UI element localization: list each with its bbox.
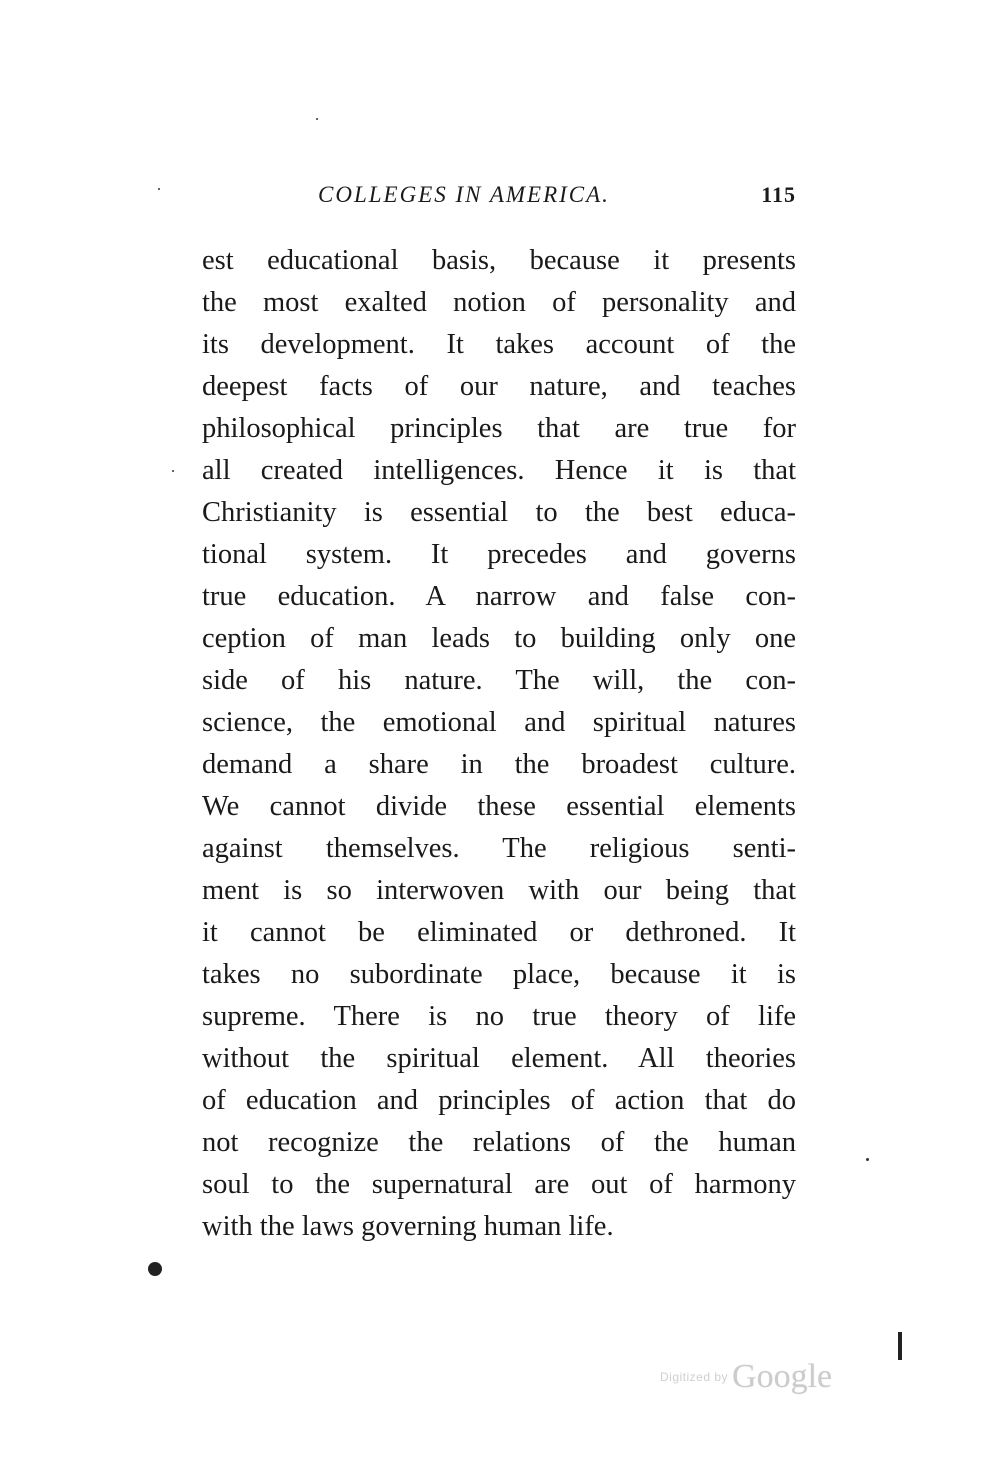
text-line: soul to the supernatural are out of harmony [202,1169,796,1200]
text-line: not recognize the relations of the human [202,1127,796,1158]
scan-speck [866,1158,869,1161]
body-text [202,240,796,1248]
digitized-watermark [660,1358,860,1402]
text-line: tional system. It precedes and governs [202,539,796,570]
text-line: ception of man leads to building only one [202,623,796,654]
watermark-prefix: Digitized by [660,1370,729,1384]
text-line: of education and principles of action that do [202,1085,796,1116]
text-line: with the laws governing human life. [202,1211,614,1242]
text-line: ment is so interwoven with our being that [202,875,796,906]
page-edge-mark [898,1332,902,1360]
running-title: COLLEGES IN AMERICA. [318,182,610,207]
scan-speck [158,188,160,190]
text-line: it cannot be eliminated or dethroned. It [202,917,796,948]
text-line: Christianity is essential to the best educa- [202,497,796,528]
text-line: its development. It takes account of the [202,329,796,360]
text-line: side of his nature. The will, the con- [202,665,796,696]
text-line: true education. A narrow and false con- [202,581,796,612]
google-logo: Google [732,1358,833,1395]
text-line: supreme. There is no true theory of life [202,1001,796,1032]
ink-blot-ornament [148,1262,162,1276]
page-number: 115 [761,182,796,207]
text-line: the most exalted notion of personality and [202,287,796,318]
scan-speck [172,470,174,472]
scan-speck [316,118,318,120]
text-line: without the spiritual element. All theories [202,1043,796,1074]
text-line: We cannot divide these essential elements [202,791,796,822]
text-line: against themselves. The religious senti- [202,833,796,864]
text-line: demand a share in the broadest culture. [202,749,796,780]
text-line: takes no subordinate place, because it is [202,959,796,990]
text-line: all created intelligences. Hence it is that [202,455,796,486]
text-line: science, the emotional and spiritual natures [202,707,796,738]
text-line: philosophical principles that are true for [202,413,796,444]
text-line: deepest facts of our nature, and teaches [202,371,796,402]
running-head [200,182,798,218]
text-line: est educational basis, because it presents [202,245,796,276]
